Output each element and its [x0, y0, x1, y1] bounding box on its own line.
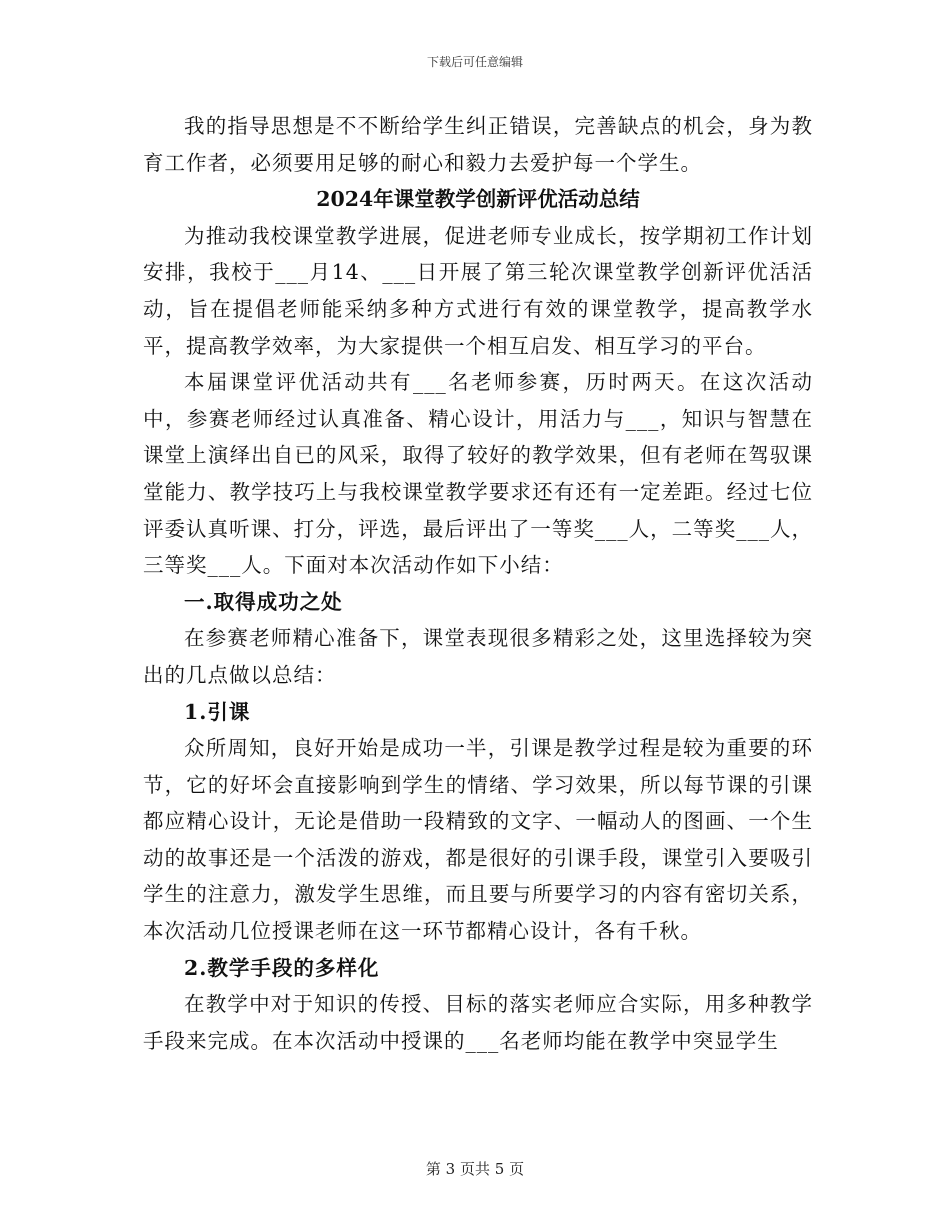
section-1-paragraph: 在参赛老师精心准备下，课堂表现很多精彩之处，这里选择较为突出的几点做以总结： [143, 626, 813, 687]
page-footer: 第 3 页共 5 页 [425, 1160, 525, 1178]
document-body [143, 108, 813, 1059]
subsection-heading-1: 1.引课 [184, 699, 251, 724]
subsection-1-paragraph: 众所周知，良好开始是成功一半，引课是教学过程是较为重要的环节，它的好坏会直接影响到学生的情绪、学习效果，所以每节课的引课都应精心设计，无论是借助一段精致的文字、一幅动人的图画、一个生动的故事还是一个活泼的游戏，都是很好的引课手段，课堂引入要吸引学生的注意力，激发学生思维，而且要与所要学习的内容有密切关系，本次活动几位授课老师在这一环节都精心设计，各有千秋。 [143, 736, 813, 944]
intro-paragraph: 我的指导思想是不不断给学生纠正错误，完善缺点的机会，身为教育工作者，必须要用足够的耐心和毅力去爱护每一个学生。 [143, 114, 813, 175]
paragraph-1: 为推动我校课堂教学进展，促进老师专业成长，按学期初工作计划安排，我校于___月14、___日开展了第三轮次课堂教学创新评优活活动，旨在提倡老师能采纳多种方式进行有效的课堂教学，提高教学水平，提高教学效率，为大家提供一个相互启发、相互学习的平台。 [143, 223, 813, 358]
article-title: 2024年课堂教学创新评优活动总结 [316, 187, 640, 212]
subsection-heading-2: 2.教学手段的多样化 [184, 955, 380, 980]
page-header: 下载后可任意编辑 [426, 55, 523, 69]
subsection-2-paragraph: 在教学中对于知识的传授、目标的落实老师应合实际，用多种教学手段来完成。在本次活动中授课的___名老师均能在教学中突显学生 [143, 992, 813, 1053]
paragraph-2: 本届课堂评优活动共有___名老师参赛，历时两天。在这次活动中，参赛老师经过认真准备、精心设计，用活力与___，知识与智慧在课堂上演绎出自已的风采，取得了较好的教学效果，但有老师在驾驭课堂能力、教学技巧上与我校课堂教学要求还有还有一定差距。经过七位评委认真听课、打分，评选，最后评出了一等奖___人，二等奖___人，三等奖___人。下面对本次活动作如下小结： [143, 370, 813, 578]
section-heading-1: 一.取得成功之处 [184, 589, 343, 614]
